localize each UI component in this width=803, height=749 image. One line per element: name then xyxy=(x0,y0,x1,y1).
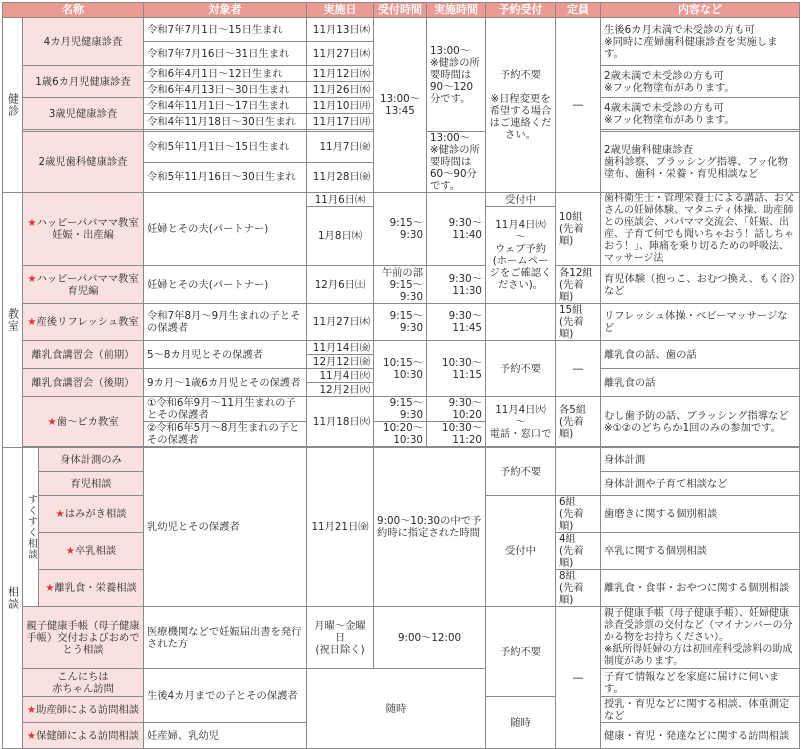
happy-papamama-2-name: ★ハッピーパパママ教室 育児編 xyxy=(23,266,144,304)
schedule-table xyxy=(2,2,800,749)
table-cell: 令和6年4月13日～30日生まれ xyxy=(144,82,307,98)
table-cell: 歯科衛生士・管理栄養士による講話、お父さんの妊婦体験、マタニティ体操、助産師との座談会、パパママ交流会、「妊娠、出産、子育て何でも聞いちゃおう！話しちゃおう！」、陣痛を乗り切るための呼吸法、マッサージ法 xyxy=(601,193,800,266)
table-cell: ― xyxy=(556,607,601,749)
table-cell: 6組 (先着順) xyxy=(556,496,601,533)
table-cell: 受付中 xyxy=(486,193,556,207)
table-cell: 11月27日㈭ xyxy=(307,304,374,341)
header-date: 実施日 xyxy=(307,3,374,18)
table-cell: 生後4カ月までの子とその保護者 xyxy=(144,669,307,723)
table-cell: 11月21日㈮ xyxy=(307,448,374,607)
table-cell: 午前の部 9:15～ 9:30 xyxy=(374,266,427,304)
table-cell: 離乳食・食事・おやつに関する個別相談 xyxy=(601,570,800,607)
header-reserve: 予約受付 xyxy=(486,3,556,18)
table-cell: 身体計測や子育て相談など xyxy=(601,472,800,496)
sodan-s3-name: ★はみがき相談 xyxy=(39,496,144,533)
boshi-techo-name: 親子健康手帳（母子健康手帳）交付およびおめでとう相談 xyxy=(23,607,144,669)
sodan-s4-name: ★卒乳相談 xyxy=(39,533,144,570)
table-cell: 妊婦とその夫(パートナー) xyxy=(144,266,307,304)
table-cell: 11月27日㈭ xyxy=(307,42,374,66)
table-cell: 9:00～10:30の中で予約時に指定された時間 xyxy=(374,448,486,607)
table-cell: 10:15～ 10:30 xyxy=(374,341,427,397)
table-cell: 9:30～ 10:20 xyxy=(427,397,486,422)
table-cell: 令和7年8月～9月生まれの子とその保護者 xyxy=(144,304,307,341)
kenshin-exec-b: 13:00～ ※健診の所要時間は60～90分です。 xyxy=(427,132,486,193)
table-cell: 受付中 xyxy=(486,496,556,607)
table-cell: 11月10日㈪ xyxy=(307,98,374,114)
table-cell: 11月12日㈬ xyxy=(307,66,374,82)
table-cell: 随時 xyxy=(486,697,556,749)
header-content: 内容など xyxy=(601,3,800,18)
table-cell: 2歳未満で未受診の方も可 ※フッ化物塗布があります。 xyxy=(601,66,800,98)
kenshin-3y-name: 3歳児健康診査 xyxy=(23,98,144,130)
table-cell: 15組 (先着順) xyxy=(556,304,601,341)
table-cell: 予約不要 xyxy=(486,607,556,697)
table-cell: 卒乳に関する個別相談 xyxy=(601,533,800,570)
table-cell: 離乳食の話、歯の話 xyxy=(601,341,800,369)
table-cell: 11月17日㈪ xyxy=(307,114,374,130)
table-cell: 身体計測 xyxy=(601,448,800,472)
table-cell: 11月4日㈫ ～ 電話・窓口で xyxy=(486,397,556,447)
josanshi-name: ★助産師による訪問相談 xyxy=(23,697,144,723)
table-cell: 医療機関などで妊娠届出書を発行された方 xyxy=(144,607,307,669)
table-cell: 各12組 (先着順) xyxy=(556,266,601,304)
table-cell: 子育て情報などを家庭に届けに伺います。 xyxy=(601,669,800,697)
table-cell: 離乳食の話 xyxy=(601,369,800,397)
konnichiwa-name: こんにちは 赤ちゃん訪問 xyxy=(23,669,144,697)
table-cell: 令和7年7月1日～15日生まれ xyxy=(144,18,307,42)
table-cell: 10組 (先着順) xyxy=(556,193,601,266)
table-cell: 月曜～金曜日 (祝日除く) xyxy=(307,607,374,669)
sango-refresh-name: ★産後リフレッシュ教室 xyxy=(23,304,144,341)
kenshin-18m-name: 1歳6カ月児健康診査 xyxy=(23,66,144,98)
table-cell: 11月4日㈫ xyxy=(307,369,374,383)
sukusuku-label: すくすく相談 xyxy=(23,448,39,607)
table-cell: 歯磨きに関する個別相談 xyxy=(601,496,800,533)
table-cell: 令和7年7月16日～31日生まれ xyxy=(144,42,307,66)
table-cell: 11月6日㈭ xyxy=(307,193,374,207)
kenshin-reception: 13:00～ 13:45 xyxy=(374,18,427,193)
table-cell: 令和4年11月18日～30日生まれ xyxy=(144,114,307,130)
table-cell: 9:15～ 9:30 xyxy=(374,304,427,341)
table-cell: 乳幼児とその保護者 xyxy=(144,448,307,607)
table-cell: 11月13日㈭ xyxy=(307,18,374,42)
table-cell: 10:20～ 10:30 xyxy=(374,422,427,447)
table-cell: 令和4年11月1日～17日生まれ xyxy=(144,98,307,114)
table-cell: 9:30～ 11:40 xyxy=(427,193,486,266)
table-cell: 健康・育児・発達などに関する訪問相談 xyxy=(601,723,800,749)
table-cell: 随時 xyxy=(307,669,486,749)
table-cell: 予約不要 xyxy=(486,341,556,397)
table-cell: 5～8カ月児とその保護者 xyxy=(144,341,307,369)
table-cell: 12月12日㈮ xyxy=(307,355,374,369)
table-cell: 授乳・育児などに関する相談、体重測定など xyxy=(601,697,800,723)
kenshin-4m-name: 4カ月児健康診査 xyxy=(23,18,144,66)
happy-papamama-1-name: ★ハッピーパパママ教室 妊娠・出産編 xyxy=(23,193,144,266)
table-cell: 妊産婦、乳幼児 xyxy=(144,723,307,749)
header-exec: 実施時間 xyxy=(427,3,486,18)
table-cell: 9:15～ 9:30 xyxy=(374,193,427,266)
table-cell: 11月7日㈮ xyxy=(307,132,374,163)
header-row xyxy=(3,3,800,18)
table-cell: 生後6カ月未満で未受診の方も可 ※同時に産婦歯科健康診査を実施します。 xyxy=(601,18,800,66)
header-capacity: 定員 xyxy=(556,3,601,18)
table-cell: 9:30～ 11:45 xyxy=(427,304,486,341)
kenshin-exec-a: 13:00～ ※健診の所要時間は90～120分です。 xyxy=(427,18,486,132)
table-cell: 4歳未満で未受診の方も可 ※フッ化物塗布があります。 xyxy=(601,98,800,130)
hokenshi-name: ★保健師による訪問相談 xyxy=(23,723,144,749)
section-kyoshitsu: 教室 xyxy=(3,193,23,448)
section-kenshin: 健診 xyxy=(3,18,23,193)
table-cell: 12月2日㈫ xyxy=(307,383,374,397)
header-reception: 受付時間 xyxy=(374,3,427,18)
table-cell: 8組 (先着順) xyxy=(556,570,601,607)
table-cell: 9:15～ 9:30 xyxy=(374,397,427,422)
header-target: 対象者 xyxy=(144,3,307,18)
kenshin-2y-dental-name: 2歳児歯科健康診査 xyxy=(23,132,144,193)
sodan-s5-name: ★離乳食・栄養相談 xyxy=(39,570,144,607)
sodan-s1-name: 身体計測のみ xyxy=(39,448,144,472)
star-icon: ★ xyxy=(27,217,37,229)
kenshin-capacity: ― xyxy=(556,18,601,193)
rinyushoku-koki-name: 離乳食講習会（後期） xyxy=(23,369,144,397)
table-cell: 育児体験（抱っこ、おむつ換え、もく浴）など xyxy=(601,266,800,304)
table-cell: ― xyxy=(556,341,601,397)
table-cell: 1月8日㈭ xyxy=(307,207,374,266)
table-cell: 令和6年4月1日～12日生まれ xyxy=(144,66,307,82)
header-name: 名称 xyxy=(3,3,144,18)
table-cell: 11月14日㈮ xyxy=(307,341,374,355)
table-cell: 10:30～ 11:20 xyxy=(427,422,486,447)
table-cell: 令和5年11月16日～30日生まれ xyxy=(144,162,307,193)
table-cell: 11月28日㈮ xyxy=(307,162,374,193)
table-cell: 12月6日㈯ xyxy=(307,266,374,304)
table-cell: 11月4日㈫ ～ ウェブ予約(ホームページをご確認ください)。 xyxy=(486,207,556,304)
rinyushoku-zenki-name: 離乳食講習会（前期） xyxy=(23,341,144,369)
table-cell: 妊婦とその夫(パートナー) xyxy=(144,193,307,266)
kenshin-reserve: 予約不要 ※日程変更を希望する場合はご連絡ください。 xyxy=(486,18,556,193)
table-cell: 10:30～ 11:15 xyxy=(427,341,486,397)
table-cell: 2歳児歯科健康診査 歯科診察、ブラッシング指導、フッ化物塗布、歯科・栄養・育児相談など xyxy=(601,132,800,193)
table-cell: 11月18日㈫ xyxy=(307,397,374,447)
ha-pika-name: ★歯～ピカ教室 xyxy=(23,397,144,447)
table-cell: 9:30～ 11:30 xyxy=(427,266,486,304)
table-cell: 4組 (先着順) xyxy=(556,533,601,570)
table-cell: むし歯予防の話、ブラッシング指導など ※①②のどちらか1回のみの参加です。 xyxy=(601,397,800,447)
table-cell: ①令和6年9月～11月生まれの子とその保護者 xyxy=(144,397,307,422)
table-cell: 令和5年11月1日～15日生まれ xyxy=(144,132,307,163)
table-cell: 予約不要 xyxy=(486,448,556,496)
table-cell: 各5組 (先着順) xyxy=(556,397,601,447)
table-cell: 親子健康手帳（母子健康手帳）、妊婦健康診査受診票の交付など（マイナンバーの分かる物をお持ちください）。 ※紙所得妊婦の方は初回産科受診料の助成制度があります。 xyxy=(601,607,800,669)
sodan-s2-name: 育児相談 xyxy=(39,472,144,496)
table-cell: ②令和6年5月～8月生まれの子とその保護者 xyxy=(144,422,307,447)
table-cell: 9:00～12:00 xyxy=(374,607,486,669)
section-sodan: 相談 xyxy=(3,448,23,749)
table-cell: リフレッシュ体操・ベビーマッサージなど xyxy=(601,304,800,341)
table-cell: 9カ月～1歳6カ月児とその保護者 xyxy=(144,369,307,397)
table-cell: 11月26日㈬ xyxy=(307,82,374,98)
